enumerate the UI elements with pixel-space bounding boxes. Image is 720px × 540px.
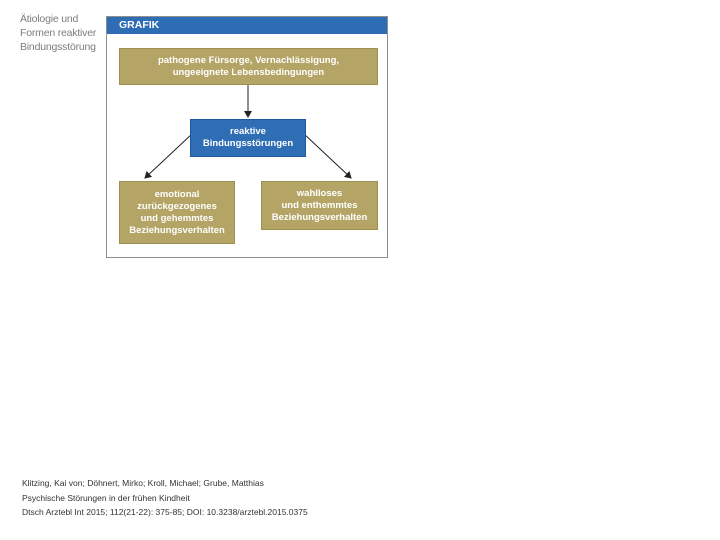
arrow-center-to-right bbox=[303, 133, 351, 178]
center-box: reaktive Bindungsstörungen bbox=[190, 119, 306, 157]
left-outcome-box: emotional zurückgezogenes und gehemmtes Beziehungsverhalten bbox=[119, 181, 235, 244]
right-outcome-box: wahlloses und enthemmtes Beziehungsverhalten bbox=[261, 181, 378, 230]
citation-reference: Dtsch Arztebl Int 2015; 112(21-22): 375-85; DOI: 10.3238/arztebl.2015.0375 bbox=[22, 507, 308, 517]
citation bbox=[22, 476, 308, 520]
cause-box: pathogene Fürsorge, Vernachlässigung, ungeeignete Lebensbedingungen bbox=[119, 48, 378, 85]
diagram-panel bbox=[106, 16, 388, 258]
citation-authors: Klitzing, Kai von; Döhnert, Mirko; Kroll, Michael; Grube, Matthias bbox=[22, 478, 264, 488]
panel-header: GRAFIK bbox=[107, 17, 387, 34]
figure-side-title: Ätiologie und Formen reaktiver Bindungsstörung bbox=[20, 13, 97, 53]
citation-title: Psychische Störungen in der frühen Kindheit bbox=[22, 492, 190, 503]
arrow-center-to-left bbox=[145, 133, 193, 178]
